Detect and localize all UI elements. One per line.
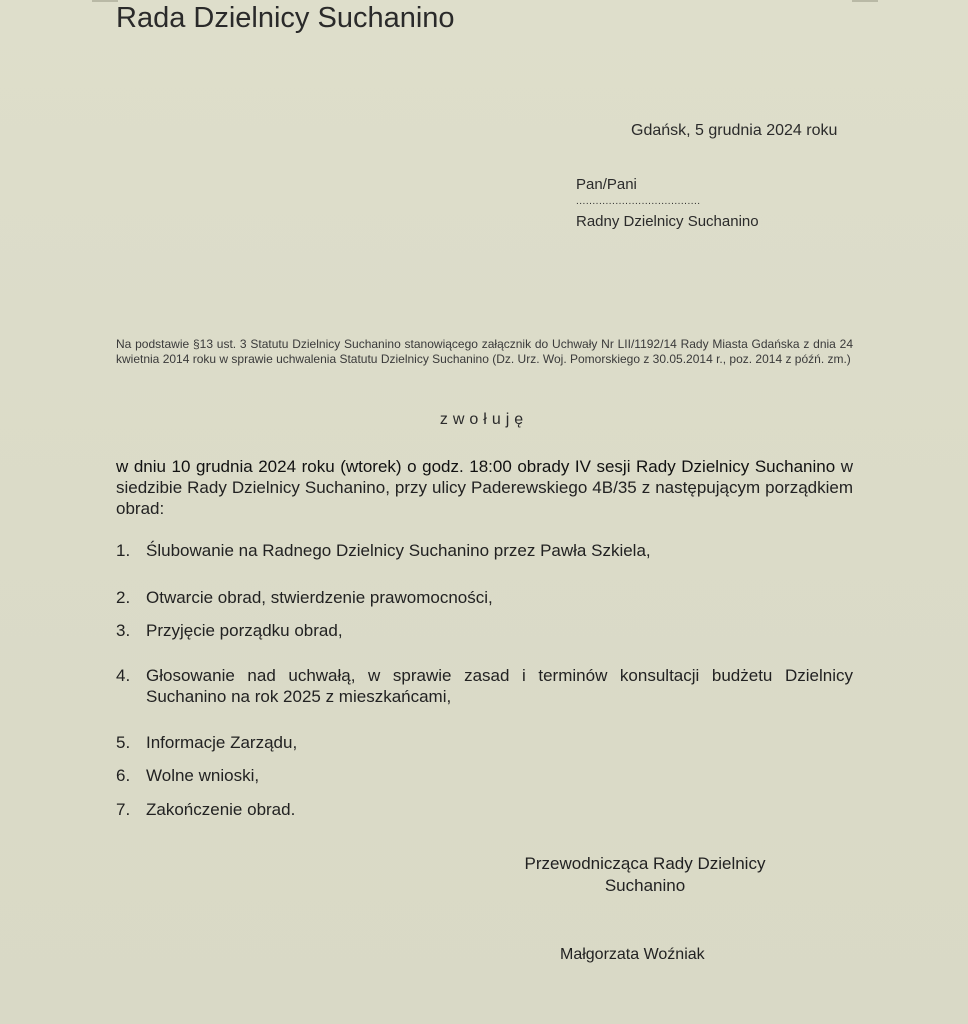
agenda-item-number: 5. xyxy=(116,733,131,752)
page-edge-mark xyxy=(852,0,878,2)
session-date-time: w dniu 10 grudnia 2024 roku (wtorek) o godz. 18:00 obrady IV sesji Rady Dzielnicy Suchanino xyxy=(116,457,836,476)
session-location: w siedzibie Rady Dzielnicy Suchanino, przy ulicy Paderewskiego 4B/35 z następującym porządkiem obrad: xyxy=(116,457,853,518)
agenda-item-number: 2. xyxy=(116,588,131,607)
agenda-item-text: Głosowanie nad uchwałą, w sprawie zasad i terminów konsultacji budżetu Dzielnicy Suchanino na rok 2025 z mieszkańcami, xyxy=(146,666,853,706)
agenda-item-number: 4. xyxy=(116,666,131,685)
agenda-item xyxy=(116,732,853,753)
agenda-item xyxy=(116,587,853,608)
agenda-item-number: 3. xyxy=(116,621,131,640)
agenda-item-text: Informacje Zarządu, xyxy=(146,733,298,752)
document-date: Gdańsk, 5 grudnia 2024 roku xyxy=(631,122,838,139)
agenda-item-text: Przyjęcie porządku obrad, xyxy=(146,621,343,640)
agenda-item-text: Zakończenie obrad. xyxy=(146,800,296,819)
session-intro-paragraph xyxy=(116,456,853,519)
page-edge-mark xyxy=(92,0,118,2)
agenda-item xyxy=(116,620,853,641)
addressee-name-placeholder: ...................................... xyxy=(576,196,701,207)
signatory-name: Małgorzata Woźniak xyxy=(560,946,705,963)
agenda-item-number: 1. xyxy=(116,541,131,560)
agenda-item-number: 6. xyxy=(116,766,131,785)
addressee-role: Radny Dzielnicy Suchanino xyxy=(576,213,759,230)
agenda-item xyxy=(116,665,853,707)
agenda-item-number: 7. xyxy=(116,800,131,819)
agenda-item-text: Ślubowanie na Radnego Dzielnicy Suchanino przez Pawła Szkiela, xyxy=(146,541,651,560)
agenda-item-text: Otwarcie obrad, stwierdzenie prawomocności, xyxy=(146,588,493,607)
legal-basis-paragraph: Na podstawie §13 ust. 3 Statutu Dzielnicy Suchanino stanowiącego załącznik do Uchwały Nr LII/1192/14 Rady Miasta Gdańska z dnia 24 kwietnia 2014 roku w sprawie uchwalenia Statutu Dzielnicy Suchanino (Dz. Urz. Woj. Pomorskiego z 30.05.2014 r., poz. 2014 z późń. zm.) xyxy=(116,337,853,366)
addressee-block xyxy=(576,175,759,231)
convene-heading: zwołuję xyxy=(439,411,529,428)
agenda-item-text: Wolne wnioski, xyxy=(146,766,260,785)
agenda-item xyxy=(116,799,853,820)
signatory-title-line: Przewodnicząca Rady Dzielnicy xyxy=(524,854,766,873)
document-title: Rada Dzielnicy Suchanino xyxy=(116,2,455,34)
addressee-salutation: Pan/Pani xyxy=(576,176,637,193)
agenda-item xyxy=(116,540,853,561)
signatory-title-line: Suchanino xyxy=(604,876,686,895)
agenda-item xyxy=(116,765,853,786)
signatory-title xyxy=(506,853,784,897)
